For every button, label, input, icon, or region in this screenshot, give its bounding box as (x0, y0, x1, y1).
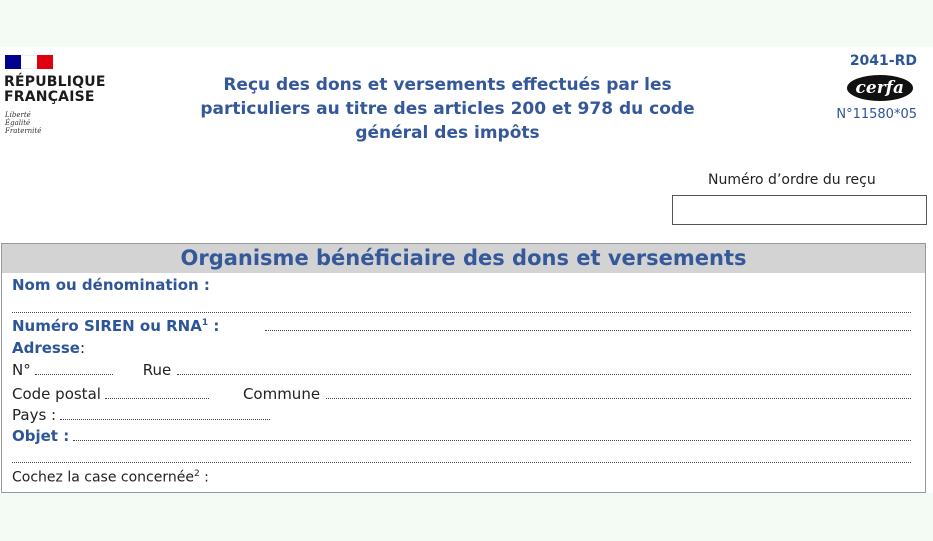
objet-label: Objet : (12, 427, 70, 445)
siren-label-text: Numéro SIREN ou RNA (12, 317, 202, 335)
adresse-colon: : (79, 339, 86, 357)
objet-field[interactable] (73, 439, 911, 441)
french-flag-logo (5, 55, 53, 69)
republique-francaise-logo (4, 75, 106, 105)
nom-field[interactable] (12, 312, 911, 313)
form-reference (797, 53, 917, 122)
numero-field[interactable] (35, 373, 113, 375)
rue-label: Rue (142, 361, 172, 379)
cerfa-number: N°11580*05 (836, 107, 917, 122)
objet-field-line2[interactable] (12, 462, 911, 463)
siren-row (12, 317, 911, 335)
flag-white (21, 55, 37, 69)
pays-row (12, 406, 911, 424)
cochez-footnote: 2 (193, 469, 200, 479)
siren-field[interactable] (265, 329, 911, 331)
cochez-label (12, 469, 209, 486)
commune-label: Commune (242, 385, 321, 403)
motto-fraternite: Fraternité (5, 127, 42, 135)
cochez-label-text: Cochez la case concernée (12, 469, 194, 486)
nom-label: Nom ou dénomination : (12, 276, 210, 294)
code-postal-field[interactable] (105, 397, 209, 399)
code-postal-label: Code postal (12, 385, 101, 403)
flag-red (37, 55, 53, 69)
pays-field[interactable] (60, 418, 270, 420)
cochez-colon: : (199, 469, 209, 486)
motto-egalite: Égalité (5, 119, 31, 127)
siren-footnote: 1 (201, 318, 209, 328)
francaise-text: FRANÇAISE (4, 89, 95, 105)
motto-liberte: Liberté (5, 111, 31, 119)
objet-row (12, 427, 911, 445)
pays-label: Pays : (12, 406, 57, 424)
adresse-label: Adresse (12, 339, 80, 357)
section-heading: Organisme bénéficiaire des dons et versements (2, 244, 925, 273)
form-title: Reçu des dons et versements effectués par les particuliers au titre des articles 200 et 978 du code général des impôts (200, 75, 695, 143)
receipt-number-label: Numéro d’ordre du reçu (708, 172, 876, 188)
receipt-number-field[interactable] (672, 195, 927, 225)
numero-label: N° (12, 361, 31, 379)
siren-label (12, 317, 219, 335)
motto (5, 111, 41, 135)
cochez-row (12, 469, 911, 486)
cerfa-form (0, 47, 933, 493)
commune-field[interactable] (326, 397, 911, 399)
republique-text: RÉPUBLIQUE (4, 74, 106, 90)
adresse-row (12, 339, 911, 357)
street-row (12, 361, 911, 379)
city-row (12, 385, 911, 403)
siren-colon: : (208, 317, 220, 335)
form-number: 2041-RD (849, 53, 917, 69)
flag-blue (5, 55, 21, 69)
rue-field[interactable] (177, 373, 911, 375)
organisme-section (1, 243, 926, 493)
nom-row (12, 276, 911, 294)
cerfa-logo: cerfa (847, 75, 913, 101)
